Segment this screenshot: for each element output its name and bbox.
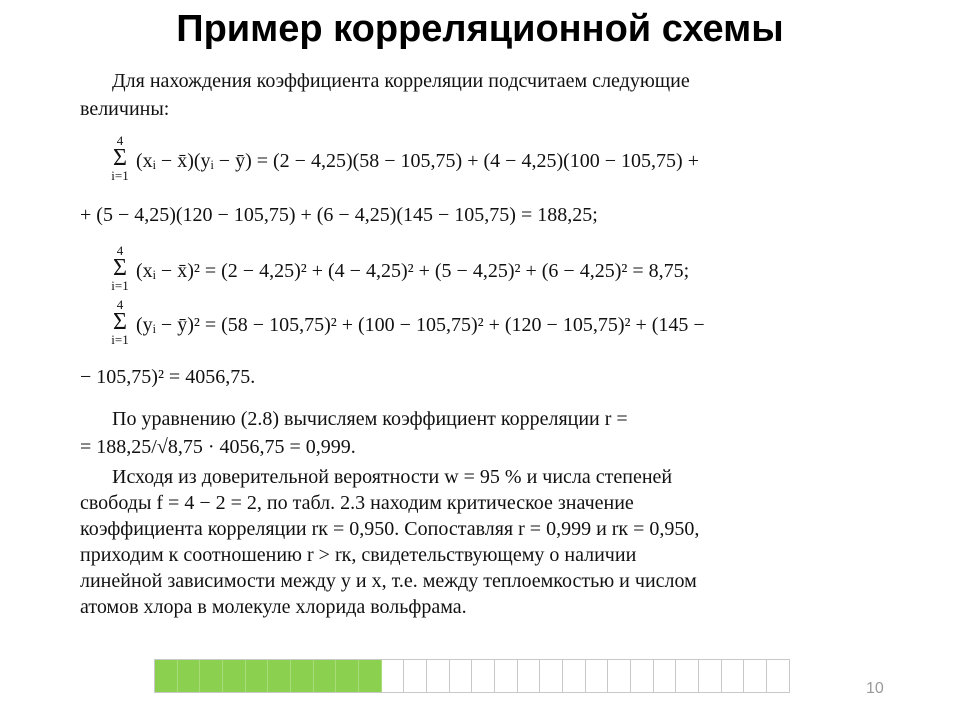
progress-cell	[291, 660, 314, 692]
sum-sign-3: 4 Σ i=1	[111, 297, 129, 347]
paragraph-intro: Для нахождения коэффициента корреляции подсчитаем следующие	[112, 70, 690, 92]
equation-2: (xᵢ − x̄)² = (2 − 4,25)² + (4 − 4,25)² + (5 − 4,25)² + (6 − 4,25)² = 8,75;	[136, 260, 690, 282]
progress-cell	[586, 660, 609, 692]
paragraph-conclusion-2: свободы f = 4 − 2 = 2, по табл. 2.3 находим критическое значение	[80, 492, 634, 514]
progress-cell	[268, 660, 291, 692]
progress-cell	[654, 660, 677, 692]
slide-title: Пример корреляционной схемы	[176, 8, 784, 50]
paragraph-conclusion-3: коэффициента корреляции rк = 0,950. Сопоставляя r = 0,999 и rк = 0,950,	[80, 518, 700, 540]
progress-cell	[767, 660, 789, 692]
progress-cell	[200, 660, 223, 692]
paragraph-correlation: По уравнению (2.8) вычисляем коэффициент корреляции r =	[112, 408, 628, 430]
paragraph-conclusion-6: атомов хлора в молекуле хлорида вольфрама.	[80, 596, 467, 618]
equation-1b: + (5 − 4,25)(120 − 105,75) + (6 − 4,25)(145 − 105,75) = 188,25;	[80, 204, 598, 226]
progress-cell	[472, 660, 495, 692]
progress-cell	[404, 660, 427, 692]
progress-cell	[178, 660, 201, 692]
progress-cell	[427, 660, 450, 692]
progress-cell	[631, 660, 654, 692]
paragraph-conclusion-5: линейной зависимости между y и x, т.е. между теплоемкостью и числом	[80, 570, 697, 592]
progress-cell	[382, 660, 405, 692]
progress-cell	[336, 660, 359, 692]
equation-3b: − 105,75)² = 4056,75.	[80, 366, 256, 388]
paragraph-conclusion-1: Исходя из доверительной вероятности w = 95 % и числа степеней	[112, 466, 673, 488]
slide-progress-bar	[154, 659, 790, 693]
progress-cell	[540, 660, 563, 692]
progress-cell	[246, 660, 269, 692]
paragraph-conclusion-4: приходим к соотношению r > rк, свидетельствующему о наличии	[80, 544, 637, 566]
progress-cell	[359, 660, 382, 692]
progress-cell	[676, 660, 699, 692]
equation-3a: (yᵢ − ȳ)² = (58 − 105,75)² + (100 − 105,75)² + (120 − 105,75)² + (145 −	[136, 314, 705, 336]
progress-cell	[223, 660, 246, 692]
progress-cell	[155, 660, 178, 692]
progress-cell	[518, 660, 541, 692]
progress-cell	[744, 660, 767, 692]
paragraph-intro-cont: величины:	[80, 98, 170, 120]
progress-cell	[563, 660, 586, 692]
equation-1a: (xᵢ − x̄)(yᵢ − ȳ) = (2 − 4,25)(58 − 105,75) + (4 − 4,25)(100 − 105,75) +	[136, 150, 699, 172]
scanned-text-block	[78, 66, 858, 626]
progress-cell	[450, 660, 473, 692]
sum-sign-1: 4 Σ i=1	[111, 133, 129, 183]
paragraph-correlation-result: = 188,25/√8,75 · 4056,75 = 0,999.	[80, 436, 356, 458]
progress-cell	[608, 660, 631, 692]
sum-sign-2: 4 Σ i=1	[111, 243, 129, 293]
progress-cell	[314, 660, 337, 692]
progress-cell	[722, 660, 745, 692]
progress-cell	[495, 660, 518, 692]
page-number: 10	[866, 680, 884, 697]
progress-cell	[699, 660, 722, 692]
